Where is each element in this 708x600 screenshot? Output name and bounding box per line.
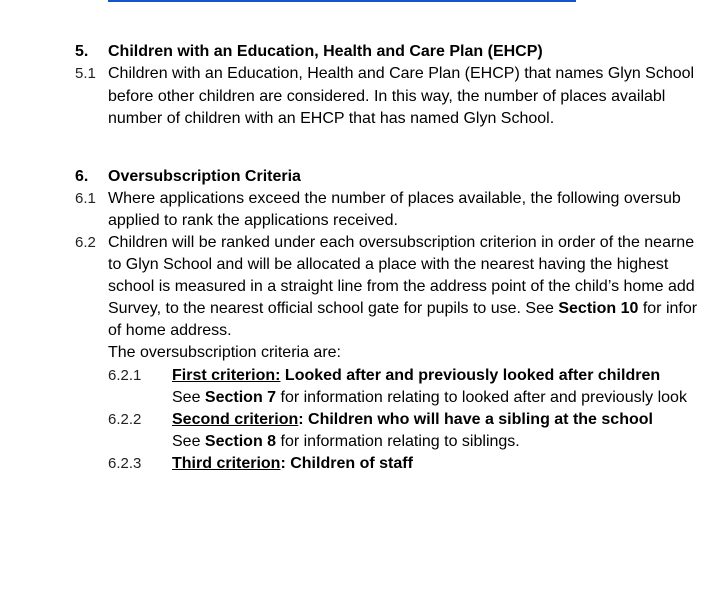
criterion-label: Third criterion (172, 455, 281, 472)
criterion-2-note (0, 431, 708, 453)
criterion-title: : Children of staff (280, 455, 413, 472)
paragraph-5-1-line-2 (0, 86, 708, 108)
section-reference: Section 10 (558, 300, 639, 317)
paragraph-6-2-line-3 (0, 276, 708, 298)
paragraph-text: before other children are considered. In this way, the number of places availabl (108, 88, 666, 105)
section-title: Oversubscription Criteria (108, 168, 301, 185)
criterion-note (172, 387, 687, 409)
section-title: Children with an Education, Health and Care Plan (EHCP) (108, 43, 543, 60)
criterion-title: : Children who will have a sibling at the school (298, 411, 653, 428)
section-reference: Section 8 (204, 433, 277, 450)
paragraph-text: number of children with an EHCP that has named Glyn School. (108, 110, 555, 127)
text-run: for information relating to looked after and previously look (276, 389, 687, 406)
paragraph-text: school is measured in a straight line from the address point of the child’s home add (108, 278, 695, 295)
section-6-heading (0, 166, 708, 188)
criterion-1 (0, 365, 708, 387)
text-run: Survey, to the nearest official school gate for pupils to use. See (108, 300, 559, 317)
paragraph-6-2-line-1 (0, 232, 708, 254)
criterion-heading (172, 453, 413, 475)
paragraph-text: Children with an Education, Health and Care Plan (EHCP) that names Glyn School (108, 65, 695, 82)
text-run: See (172, 389, 205, 406)
criterion-3 (0, 453, 708, 475)
criterion-1-note (0, 387, 708, 409)
paragraph-text: The oversubscription criteria are: (108, 344, 341, 361)
paragraph-6-1-line-1 (0, 188, 708, 210)
criterion-number: 6.2.2 (108, 411, 142, 428)
paragraph-text (108, 298, 697, 320)
criterion-number: 6.2.3 (108, 455, 142, 472)
criterion-label: First criterion: (172, 367, 281, 384)
criterion-number: 6.2.1 (108, 367, 142, 384)
paragraph-6-1-line-2 (0, 210, 708, 232)
paragraph-text: applied to rank the applications received. (108, 212, 398, 229)
paragraph-text: Where applications exceed the number of places available, the following oversub (108, 190, 681, 207)
section-number: 5. (75, 43, 89, 60)
paragraph-text: to Glyn School and will be allocated a place with the nearest having the highest (108, 256, 669, 273)
criteria-intro (0, 342, 708, 364)
criterion-2 (0, 409, 708, 431)
criterion-heading (172, 409, 653, 431)
text-run: See (172, 433, 205, 450)
paragraph-text: Children will be ranked under each oversubscription criterion in order of the nearne (108, 234, 695, 251)
paragraph-6-2-line-4 (0, 298, 708, 320)
paragraph-5-1-line-1 (0, 63, 708, 85)
paragraph-text: of home address. (108, 322, 232, 339)
hyperlink-underline[interactable] (108, 0, 576, 2)
text-run: for information relating to siblings. (276, 433, 520, 450)
paragraph-number: 6.1 (75, 190, 96, 207)
criterion-heading (172, 365, 660, 387)
paragraph-6-2-line-5 (0, 320, 708, 342)
section-5-heading (0, 41, 708, 63)
criterion-note (172, 431, 520, 453)
paragraph-number: 5.1 (75, 65, 96, 82)
paragraph-number: 6.2 (75, 234, 96, 251)
paragraph-5-1-line-3 (0, 108, 708, 130)
paragraph-6-2-line-2 (0, 254, 708, 276)
section-number: 6. (75, 168, 89, 185)
criterion-label: Second criterion (172, 411, 299, 428)
section-reference: Section 7 (204, 389, 277, 406)
criterion-title: Looked after and previously looked after children (280, 367, 661, 384)
text-run: for infor (638, 300, 698, 317)
